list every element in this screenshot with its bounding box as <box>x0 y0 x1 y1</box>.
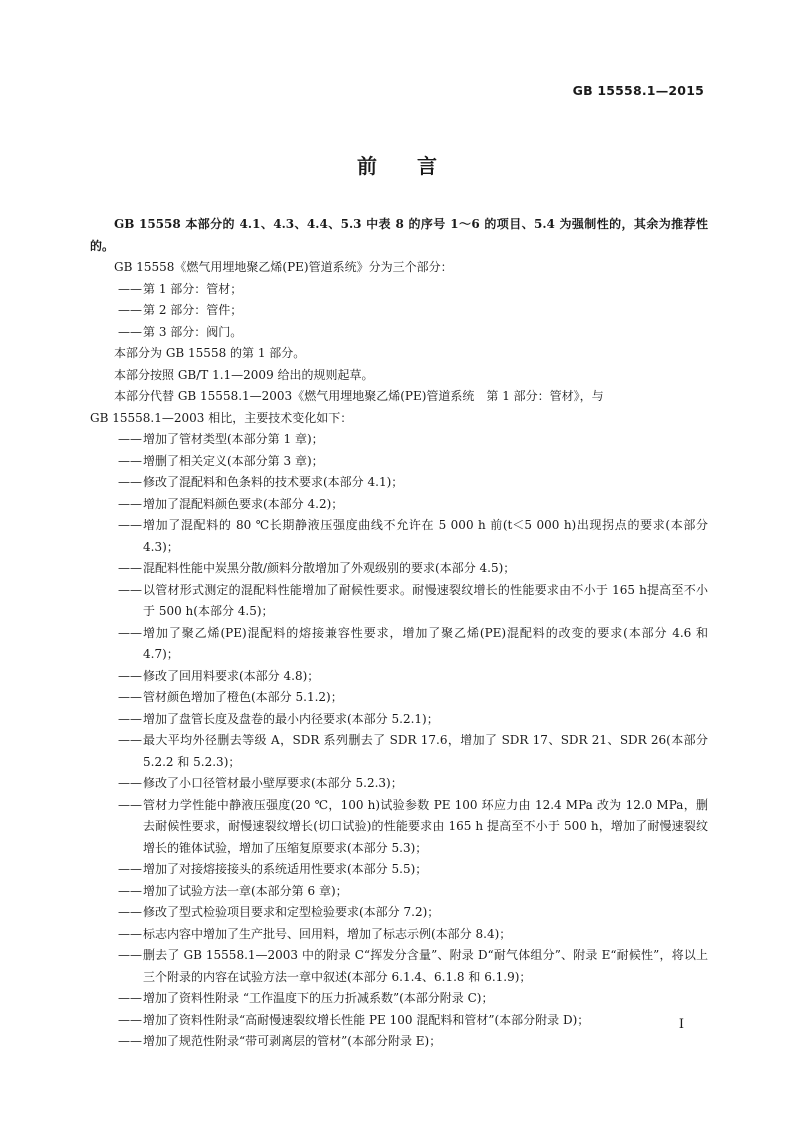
dash-marker: —— <box>118 303 142 317</box>
change-list-item <box>90 924 708 946</box>
this-part-statement: 本部分为 GB 15558 的第 1 部分。 <box>114 346 306 360</box>
change-text: 修改了混配料和色条料的技术要求(本部分 4.1)； <box>143 475 404 489</box>
change-list-item <box>90 859 708 881</box>
foreword-body <box>90 214 708 1053</box>
dash-marker: —— <box>118 797 142 812</box>
change-list-item <box>90 1031 708 1053</box>
dash-marker: —— <box>118 281 142 296</box>
dash-marker: —— <box>118 733 142 747</box>
change-text: 以管材形式测定的混配料性能增加了耐候性要求。耐慢速裂纹增长的性能要求由不小于 165 h提高至不小于 500 h(本部分 4.5)； <box>143 582 708 618</box>
change-text: 修改了型式检验项目要求和定型检验要求(本部分 7.2)； <box>143 905 440 919</box>
dash-marker: —— <box>118 518 142 532</box>
change-text: 增加了规范性附录“带可剥离层的管材”(本部分附录 E)； <box>143 1034 442 1048</box>
part-list-text: 第 1 部分：管材； <box>143 281 243 296</box>
dash-marker: —— <box>118 475 142 489</box>
mandatory-note: GB 15558 本部分的 4.1、4.3、4.4、5.3 中表 8 的序号 1～6 的项目、5.4 为强制性的，其余为推荐性的。 <box>90 217 708 253</box>
change-list-item <box>90 988 708 1010</box>
dash-marker: —— <box>118 905 142 919</box>
dash-marker: —— <box>118 883 142 898</box>
drafting-rules-statement: 本部分按照 GB/T 1.1—2009 给出的规则起草。 <box>114 367 374 382</box>
change-text: 增加了试验方法一章(本部分第 6 章)； <box>143 883 348 898</box>
change-list-item <box>90 881 708 903</box>
dash-marker: —— <box>118 862 142 876</box>
dash-marker: —— <box>118 625 142 640</box>
dash-marker: —— <box>118 432 142 446</box>
change-text: 混配料性能中炭黑分散/颜料分散增加了外观级别的要求(本部分 4.5)； <box>143 561 516 575</box>
change-text: 增加了管材类型(本部分第 1 章)； <box>143 432 324 446</box>
page-number: I <box>678 1017 684 1032</box>
change-list-item <box>90 709 708 731</box>
part-list-item <box>90 322 708 344</box>
dash-marker: —— <box>118 582 142 597</box>
change-list-item <box>90 945 708 988</box>
change-text: 标志内容中增加了生产批号、回用料，增加了标志示例(本部分 8.4)； <box>143 926 512 941</box>
part-list-text: 第 3 部分：阀门。 <box>143 324 243 339</box>
change-list-item <box>90 623 708 666</box>
dash-marker: —— <box>118 561 142 575</box>
change-list-item <box>90 687 708 709</box>
change-list-item <box>90 666 708 688</box>
dash-marker: —— <box>118 948 142 962</box>
dash-marker: —— <box>118 1012 142 1027</box>
dash-marker: —— <box>118 324 142 339</box>
dash-marker: —— <box>118 668 142 683</box>
dash-marker: —— <box>118 711 142 726</box>
change-text: 增加了混配料的 80 ℃长期静液压强度曲线不允许在 5 000 h 前(t＜5 000 h)出现拐点的要求(本部分 4.3)； <box>143 518 708 554</box>
dash-marker: —— <box>118 496 142 511</box>
change-list-item <box>90 451 708 473</box>
change-text: 最大平均外径删去等级 A，SDR 系列删去了 SDR 17.6，增加了 SDR 17、SDR 21、SDR 26(本部分 5.2.2 和 5.2.3)； <box>143 733 708 769</box>
replaces-statement-line1: 本部分代替 GB 15558.1—2003《燃气用埋地聚乙烯(PE)管道系统 第 1 部分：管材》，与 <box>114 389 604 403</box>
dash-marker: —— <box>118 776 142 790</box>
change-text: 修改了回用料要求(本部分 4.8)； <box>143 668 320 683</box>
change-list-item <box>90 1010 708 1032</box>
change-list-item <box>90 580 708 623</box>
change-list-item <box>90 773 708 795</box>
change-list-item <box>90 429 708 451</box>
change-text: 增加了盘管长度及盘卷的最小内径要求(本部分 5.2.1)； <box>143 711 439 726</box>
parts-intro: GB 15558《燃气用埋地聚乙烯(PE)管道系统》分为三个部分： <box>114 260 453 274</box>
change-text: 管材力学性能中静液压强度(20 ℃，100 h)试验参数 PE 100 环应力由 12.4 MPa 改为 12.0 MPa，删去耐候性要求，耐慢速裂纹增长(切口试验)的性能要求由 165 h 提高至不小于 500 h，增加了耐慢速裂纹增长的锥体试验，增加了压缩复原要求(本部分 5.3)； <box>143 797 708 855</box>
change-text: 增删了相关定义(本部分第 3 章)； <box>143 453 324 468</box>
part-list-text: 第 2 部分：管件； <box>143 303 243 317</box>
dash-marker: —— <box>118 453 142 468</box>
change-list-item <box>90 902 708 924</box>
change-text: 管材颜色增加了橙色(本部分 5.1.2)； <box>143 690 343 704</box>
dash-marker: —— <box>118 926 142 941</box>
change-list-item <box>90 795 708 860</box>
page-title: 前言 <box>357 154 477 178</box>
change-list-item <box>90 558 708 580</box>
change-list-item <box>90 494 708 516</box>
dash-marker: —— <box>118 1034 142 1048</box>
change-text: 增加了资料性附录“高耐慢速裂纹增长性能 PE 100 混配料和管材”(本部分附录 D)； <box>143 1012 590 1027</box>
change-text: 增加了聚乙烯(PE)混配料的熔接兼容性要求，增加了聚乙烯(PE)混配料的改变的要求(本部分 4.6 和 4.7)； <box>143 625 708 661</box>
change-text: 删去了 GB 15558.1—2003 中的附录 C“挥发分含量”、附录 D“耐气体组分”、附录 E“耐候性”，将以上三个附录的内容在试验方法一章中叙述(本部分 6.1.4、6.1.8 和 6.1.9)； <box>143 948 708 984</box>
change-text: 增加了混配料颜色要求(本部分 4.2)； <box>143 496 344 511</box>
dash-marker: —— <box>118 690 142 704</box>
change-text: 增加了资料性附录 “工作温度下的压力折减系数”(本部分附录 C)； <box>143 991 494 1005</box>
standard-code: GB 15558.1—2015 <box>572 83 704 98</box>
change-list-item <box>90 472 708 494</box>
change-text: 增加了对接熔接接头的系统适用性要求(本部分 5.5)； <box>143 862 428 876</box>
dash-marker: —— <box>118 991 142 1005</box>
change-list-item <box>90 515 708 558</box>
part-list-item <box>90 279 708 301</box>
replaces-statement-line2: GB 15558.1—2003 相比，主要技术变化如下： <box>90 410 353 425</box>
part-list-item <box>90 300 708 322</box>
change-text: 修改了小口径管材最小壁厚要求(本部分 5.2.3)； <box>143 776 403 790</box>
change-list-item <box>90 730 708 773</box>
